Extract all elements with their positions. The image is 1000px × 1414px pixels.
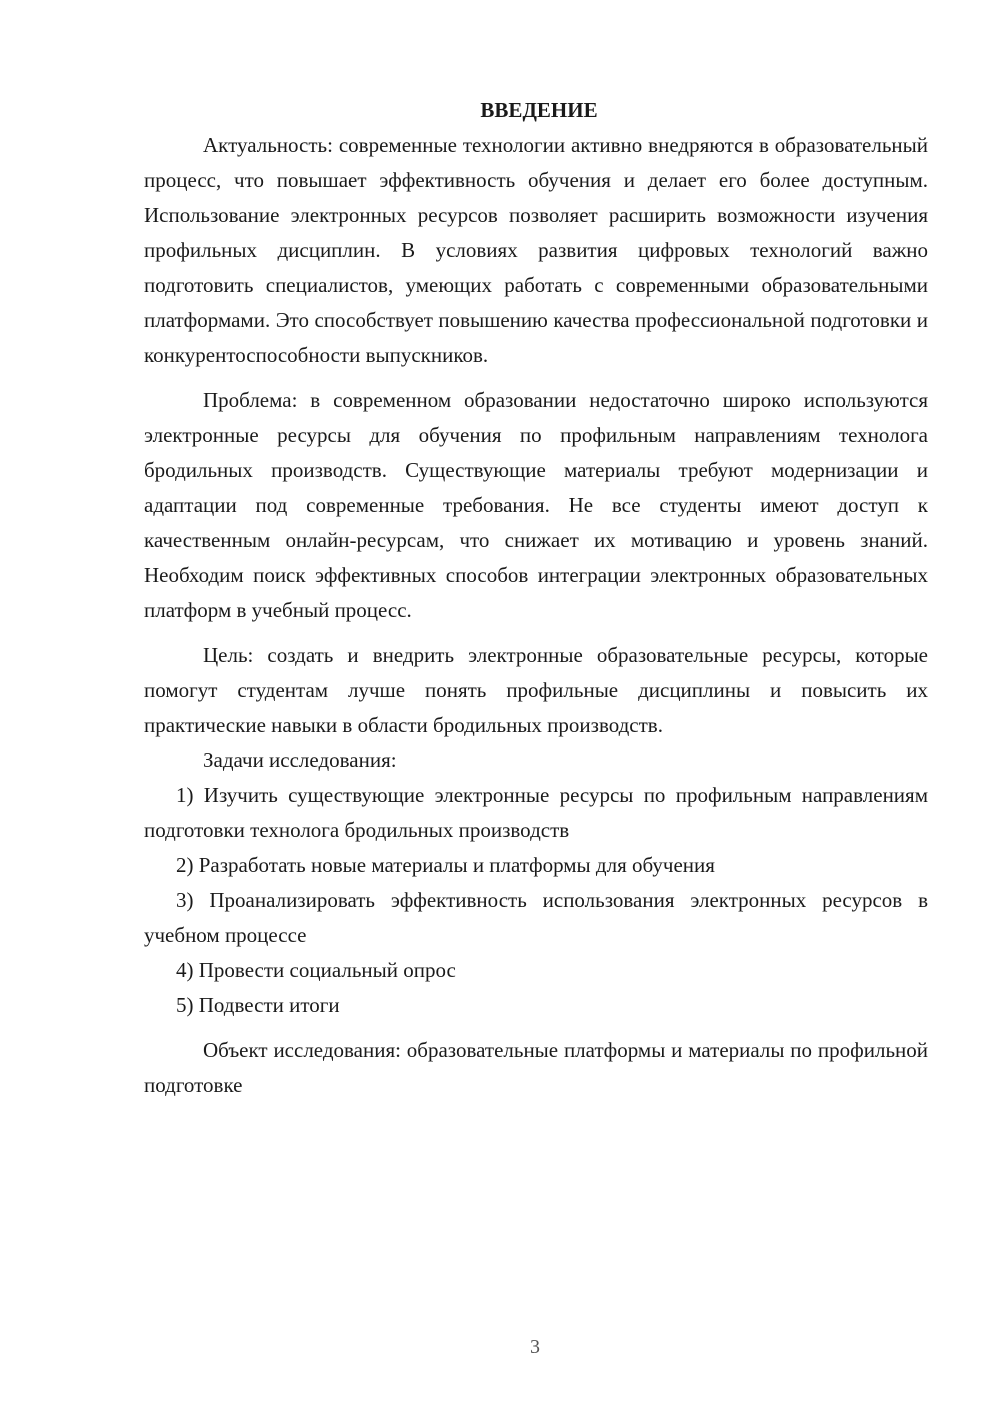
- paragraph-object: Объект исследования: образовательные платформы и материалы по профильной подготовке: [144, 1038, 928, 1097]
- paragraph-relevance: Актуальность: современные технологии активно внедряются в образовательный процесс, что повышает эффективность обучения и делает его более доступным. Использование электронных ресурсов позволяет расширить возможности изучения профильных дисциплин. В условиях развития цифровых технологий важно подготовить специалистов, умеющих работать с современными образовательными платформами. Это способствует повышению качества профессиональной подготовки и конкурентоспособности выпускников.: [144, 133, 928, 367]
- task-item-1: 1) Изучить существующие электронные ресурсы по профильным направлениям подготовки технолога бродильных производств: [144, 783, 928, 842]
- paragraph-problem: Проблема: в современном образовании недостаточно широко используются электронные ресурсы для обучения по профильным направлениям технолога бродильных производств. Существующие материалы требуют модернизации и адаптации под современные требования. Не все студенты имеют доступ к качественным онлайн-ресурсам, что снижает их мотивацию и уровень знаний. Необходим поиск эффективных способов интеграции электронных образовательных платформ в учебный процесс.: [144, 388, 928, 622]
- page-title: ВВЕДЕНИЕ: [480, 98, 598, 122]
- page-content: [144, 93, 928, 1103]
- task-item-5: 5) Подвести итоги: [176, 993, 340, 1017]
- page-number: 3: [530, 1336, 540, 1358]
- paragraph-goal: Цель: создать и внедрить электронные образовательные ресурсы, которые помогут студентам лучше понять профильные дисциплины и повысить их практические навыки в области бродильных производств.: [144, 643, 928, 737]
- tasks-heading: Задачи исследования:: [203, 748, 397, 772]
- task-item-3: 3) Проанализировать эффективность использования электронных ресурсов в учебном процессе: [144, 888, 928, 947]
- task-item-4: 4) Провести социальный опрос: [176, 958, 456, 982]
- task-item-2: 2) Разработать новые материалы и платформы для обучения: [176, 853, 715, 877]
